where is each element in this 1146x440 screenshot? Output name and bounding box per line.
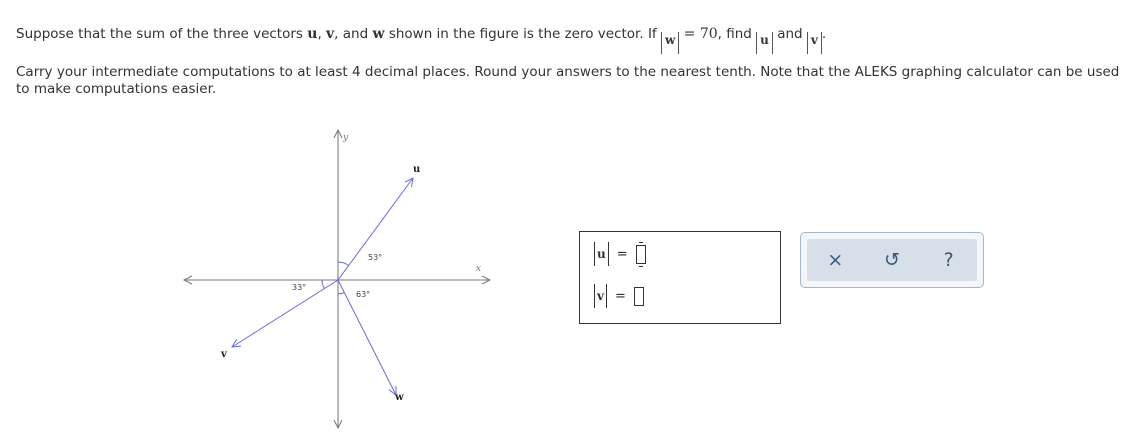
vector-u-label: u — [413, 164, 421, 175]
angle-arcs — [292, 253, 382, 299]
vector-u-arrow — [338, 178, 413, 280]
angle-arc-w — [338, 293, 344, 295]
answer-u-input[interactable] — [636, 245, 646, 264]
period: . — [821, 26, 827, 42]
angle-arc-u — [338, 262, 349, 266]
clear-button[interactable] — [820, 245, 850, 275]
equals-sign: = — [616, 246, 628, 262]
angle-v-label: 33° — [292, 283, 307, 292]
help-button[interactable] — [934, 245, 964, 275]
given-magnitude: = 70 — [683, 26, 718, 42]
undo-icon: ↺ — [884, 249, 900, 271]
answer-row-v — [594, 284, 644, 308]
equals-sign: = — [614, 288, 626, 304]
vector-v-label: v — [221, 349, 227, 360]
problem-statement — [16, 24, 826, 54]
toolbar-buttons — [807, 239, 977, 281]
instructions: Carry your intermediate computations to at least 4 decimal places. Round your answers to the nearest tenth. Note that the ALEKS graphing calculator can be used to make computations easier. — [16, 64, 1120, 97]
angle-u-label: 53° — [368, 253, 383, 262]
vector-v-symbol: v — [326, 26, 335, 42]
answer-box — [579, 231, 781, 324]
angle-arc-v — [322, 280, 325, 289]
vector-figure — [170, 120, 510, 435]
vector-u-symbol: u — [307, 26, 318, 42]
problem-text: , and — [334, 26, 369, 42]
magnitude-w: w — [661, 32, 679, 54]
problem-text: Suppose that the sum of the three vectors — [16, 26, 303, 42]
axes — [184, 130, 490, 428]
help-icon: ? — [943, 249, 954, 271]
problem-text: shown in the figure is the zero vector. If — [388, 26, 657, 42]
answer-toolbar — [800, 232, 984, 288]
vector-w-label: w — [395, 392, 404, 403]
vectors — [220, 164, 420, 403]
vector-w-symbol: w — [372, 26, 385, 42]
answer-u-label: u — [594, 242, 609, 266]
close-icon: × — [827, 249, 844, 271]
answer-v-input[interactable] — [634, 287, 644, 306]
undo-button[interactable] — [877, 245, 907, 275]
y-axis-label: y — [343, 133, 349, 143]
magnitude-v: v — [807, 32, 822, 54]
problem-text: and — [777, 26, 803, 42]
angle-w-label: 63° — [356, 290, 371, 299]
answer-v-label: v — [594, 284, 607, 308]
vector-v-arrow — [232, 280, 338, 347]
problem-text: , find — [717, 26, 752, 42]
comma: , — [317, 26, 322, 42]
answer-row-u — [594, 242, 646, 266]
magnitude-u: u — [756, 32, 773, 54]
x-axis-label: x — [476, 264, 482, 274]
